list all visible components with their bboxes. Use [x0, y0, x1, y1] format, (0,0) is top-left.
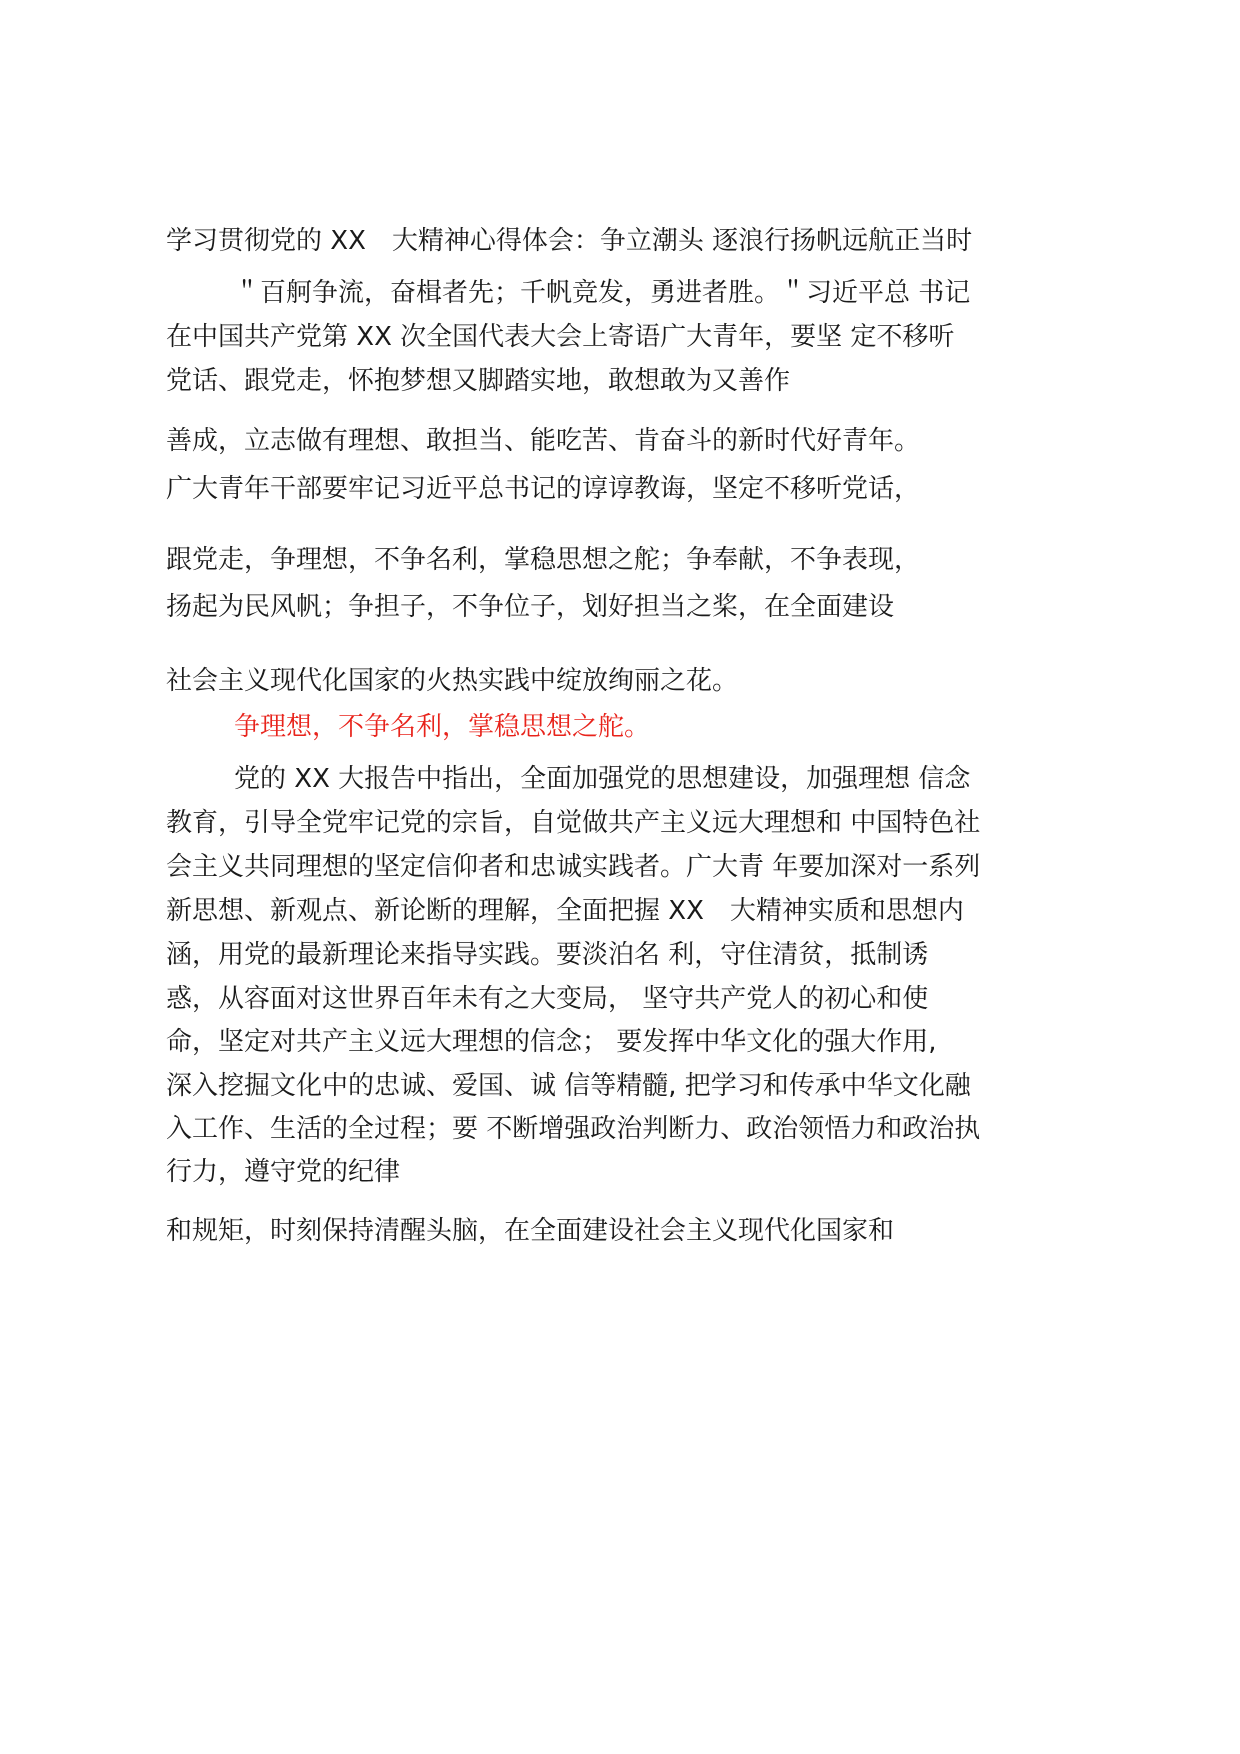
body-line: 会主义共同理想的坚定信仰者和忠诚实践者。广大青 年要加深对一系列 — [166, 852, 981, 882]
body-line: 涵，用党的最新理论来指导实践。要淡泊名 利，守住清贫，抵制诱 — [166, 940, 929, 970]
paragraph-line: 社会主义现代化国家的火热实践中绽放绚丽之花。 — [166, 666, 739, 696]
paragraph-line: 善成，立志做有理想、敢担当、能吃苦、肯奋斗的新时代好青年。 — [166, 426, 921, 456]
body-line: 党的 XX 大报告中指出，全面加强党的思想建设，加强理想 信念 — [234, 764, 971, 794]
paragraph-line: ＂百舸争流，奋楫者先；千帆竞发，勇进者胜。＂习近平总 书记 — [234, 278, 971, 308]
paragraph-line: 党话、跟党走，怀抱梦想又脚踏实地，敢想敢为又善作 — [166, 366, 791, 396]
body-line: 命，坚定对共产主义远大理想的信念； 要发挥中华文化的强大作用, — [166, 1027, 937, 1057]
body-line: 入工作、生活的全过程；要 不断增强政治判断力、政治领悟力和政治执 — [166, 1114, 981, 1144]
section-subheading: 争理想，不争名利，掌稳思想之舵。 — [234, 712, 651, 742]
body-line: 教育，引导全党牢记党的宗旨，自觉做共产主义远大理想和 中国特色社 — [166, 808, 981, 838]
paragraph-line: 在中国共产党第 XX 次全国代表大会上寄语广大青年，要坚 定不移听 — [166, 322, 955, 352]
body-line: 惑，从容面对这世界百年未有之大变局， 坚守共产党人的初心和使 — [166, 984, 929, 1014]
body-line: 行力，遵守党的纪律 — [166, 1157, 401, 1187]
paragraph-line: 扬起为民风帆；争担子，不争位子，划好担当之桨，在全面建设 — [166, 592, 895, 622]
document-title: 学习贯彻党的 XX 大精神心得体会：争立潮头 逐浪行扬帆远航正当时 — [166, 226, 973, 256]
paragraph-line: 广大青年干部要牢记习近平总书记的谆谆教诲，坚定不移听党话， — [166, 474, 921, 504]
body-line: 深入挖掘文化中的忠诚、爱国、诚 信等精髓, 把学习和传承中华文化融 — [166, 1071, 971, 1101]
paragraph-line: 跟党走，争理想，不争名利，掌稳思想之舵；争奉献，不争表现， — [166, 545, 921, 575]
body-line: 和规矩，时刻保持清醒头脑，在全面建设社会主义现代化国家和 — [166, 1216, 895, 1246]
body-line: 新思想、新观点、新论断的理解，全面把握 XX 大精神实质和思想内 — [166, 896, 964, 926]
